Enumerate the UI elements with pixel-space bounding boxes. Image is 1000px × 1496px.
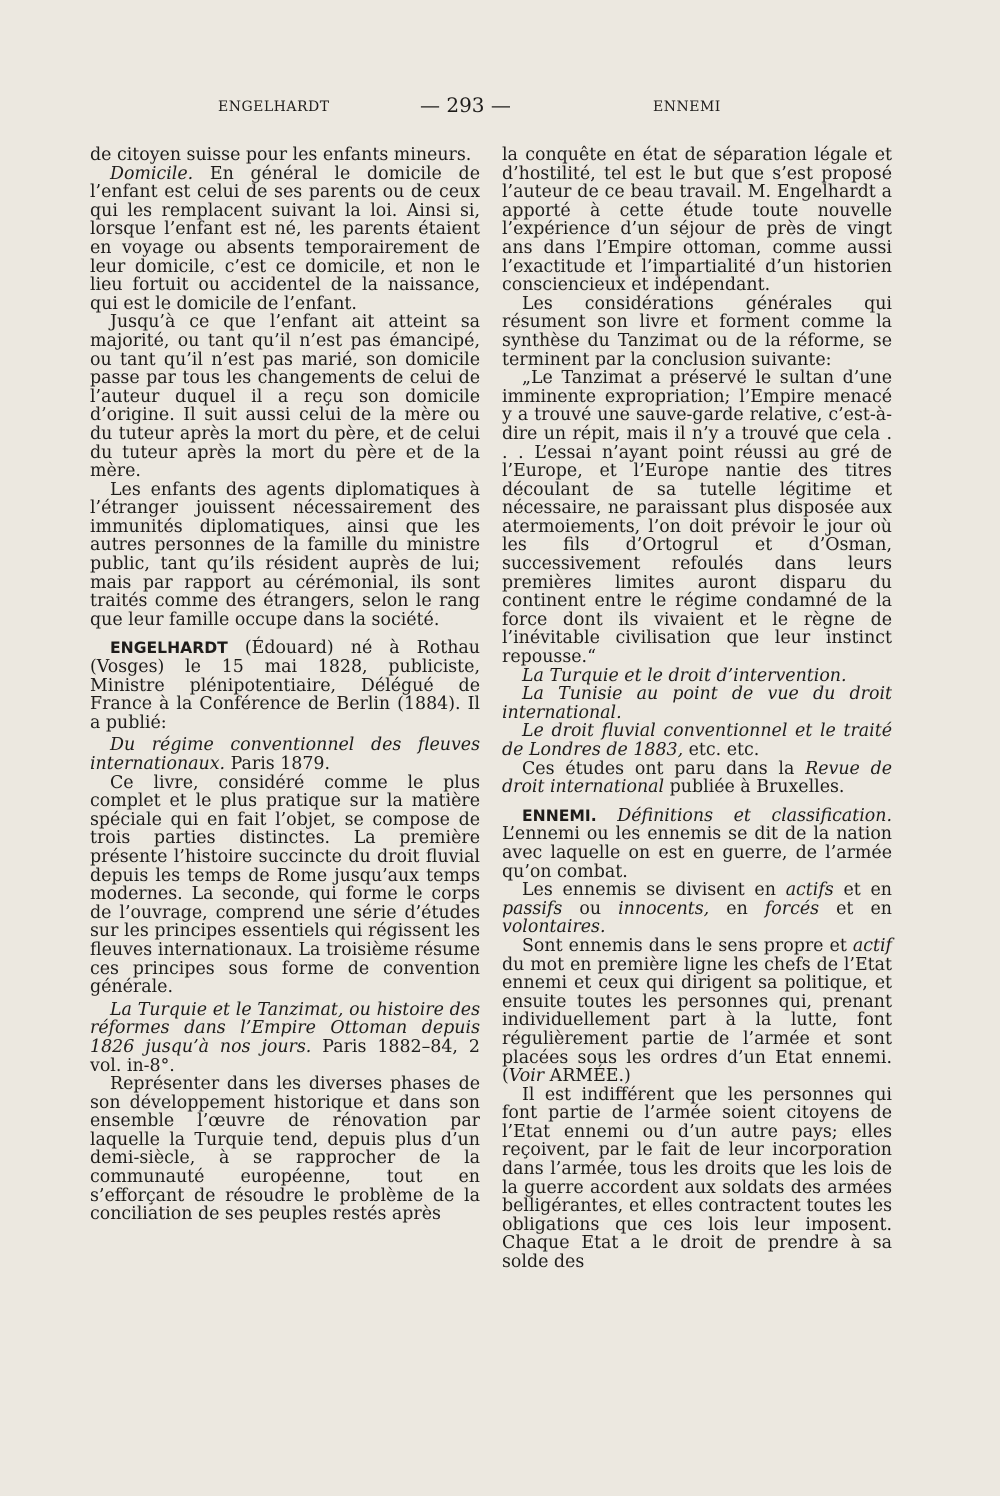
work-citation: La Tunisie au point de vue du droit international. [502, 684, 892, 723]
paragraph: Jusqu’à ce que l’enfant ait atteint sa majorité, ou tant qu’il n’est pas émancipé, ou tant qu’il n’est pas marié, son domicile passe par tous les changements de celui de l’auteur duquel il a reçu son domicile d’origine. Il suit aussi celui de la mère ou du tuteur après la mort du père, et de celui du tuteur après la mort du père et de la mère. [90, 312, 480, 482]
text-run: Les ennemis se divisent en [522, 880, 786, 901]
paragraph: de citoyen suisse pour les enfants mineurs. [90, 145, 472, 165]
text-run: Ces études ont paru dans la [522, 758, 806, 779]
entry-engelhardt [90, 639, 480, 732]
paragraph-domicile [90, 165, 480, 314]
italic-term: innocents, [618, 898, 710, 919]
header-right-term: ENNEMI [653, 99, 721, 115]
entry-subtitle: Définitions et classification. [596, 805, 892, 826]
work-title: Le droit fluvial conventionnel et le traité de Londres de 1883, [502, 721, 892, 760]
work-info: etc. etc. [683, 740, 760, 760]
journal-title: Revue de droit international [502, 758, 893, 798]
work-info: Paris 1879. [225, 754, 330, 774]
left-column [90, 146, 480, 1224]
paragraph: la conquête en état de séparation légale et d’hostilité, tel est le but que s’est proposé l’auteur de ce beau travail. M. Engelhardt a apporté à cette étude toute nouvelle l’expérience d’un séjour de près de vingt ans dans l’Empire ottoman, comme aussi l’exactitude et l’impartialité d’un historien consciencieux et indépendant. [502, 145, 892, 296]
italic-term: volontaires. [502, 917, 606, 938]
text-run: ) [624, 1066, 631, 1087]
italic-term: passifs [502, 898, 563, 919]
paragraph [502, 937, 892, 1086]
paragraph: Les enfants des agents diplomatiques à l’étranger jouissent nécessairement des immunités diplomatiques, ainsi que les autres personnes de la famille du ministre public, tant qu’ils résident auprès de lui; mais par rapport au cérémonial, ils sont traités comme des étrangers, selon le rang que leur famille occupe dans la société. [90, 479, 480, 630]
cross-reference-target: ARMÉE. [544, 1066, 625, 1087]
text-run: du mot en première ligne les chefs de l’Etat ennemi et ceux qui dirigent sa politique, et ensuite toutes les personnes qui, prenant individuellement part à la lutte, font régulièrement partie de l’armée et sont placées sous les ordres d’un Etat ennemi. ( [502, 954, 892, 1087]
paragraph: Ce livre, considéré comme le plus complet et le plus pratique sur la matière spéciale qui en fait l’objet, se compose de trois parties distinctes. La première présente l’histoire succincte du droit fluvial depuis les temps de Rome jusqu’aux temps modernes. La seconde, qui forme le corps de l’ouvrage, comprend une série d’études sur les principes essentiels qui régissent les fleuves internationaux. La troisième résume ces principes sous forme de convention générale. [90, 772, 480, 998]
italic-term: actif [852, 935, 892, 956]
header-left-term: ENGELHARDT [218, 99, 330, 115]
work-citation [90, 1001, 480, 1075]
paragraph: Il est indifférent que les personnes qui font partie de l’armée soient citoyens de l’Etat ennemi ou d’un autre pays; elles reçoivent, par le fait de leur incorporation dans l’armée, tous les droits que les lois de la guerre accordent aux soldats des armées belligérantes, et elles contractent toutes les obligations que ces lois leur imposent. Chaque Etat a le droit de prendre à sa solde des [502, 1084, 892, 1273]
work-title: Du régime conventionnel des fleuves internationaux. [90, 735, 480, 774]
entry-headword: ENGELHARDT [110, 639, 228, 658]
work-title: La Turquie et le Tanzimat, ou histoire des réformes dans l’Empire Ottoman depuis 1826 jusqu’à nos jours. [90, 999, 480, 1057]
right-column [502, 146, 892, 1272]
text-run: et en [819, 898, 892, 919]
italic-term: forcés [764, 898, 820, 919]
work-citation: La Turquie et le droit d’intervention. [522, 665, 847, 686]
section-label: Domicile. [110, 163, 194, 184]
paragraph [502, 760, 892, 797]
running-header [0, 93, 1000, 123]
entry-text: L’ennemi ou les ennemis se dit de la nation avec laquelle on est en guerre, de l’armée qu’on combat. [502, 824, 892, 882]
page-number: — 293 — [420, 93, 511, 117]
work-citation [90, 736, 480, 773]
cross-reference-label: Voir [508, 1066, 545, 1087]
work-citation [502, 722, 892, 759]
entry-text: (Édouard) né à Rothau (Vosges) le 15 mai 1828, publiciste, Ministre plénipotentiaire, Délégué de France à la Conférence de Berlin (1884). Il a publié: [90, 638, 480, 733]
text-run: en [709, 898, 765, 919]
paragraph [502, 881, 892, 937]
entry-ennemi [502, 807, 892, 881]
entry-headword: ENNEMI. [522, 806, 597, 825]
text-run: Sont ennemis dans le sens propre et [522, 935, 853, 956]
text-run: et en [833, 880, 892, 901]
paragraph-text: En général le domicile de l’enfant est celui de ses parents ou de ceux qui les remplacent suivant la loi. Ainsi si, lorsque l’enfant est né, les parents étaient en voyage ou absents temporairement de leur domicile, c’est ce domicile, et non le lieu fortuit ou accidentel de la naissance, qui est le domicile de l’enfant. [90, 163, 480, 314]
work-info: Paris 1882–84, 2 vol. in-8°. [90, 1036, 480, 1076]
italic-term: actifs [785, 880, 834, 901]
quotation: „Le Tanzimat a préservé le sultan d’une imminente expropriation; l’Empire menacé y a trouvé une sauve-garde relative, c’est-à-dire un répit, mais il n’y a trouvé que cela . . . L’essai n’ayant point réussi au gré de l’Europe, et l’Europe nantie des titres découlant de sa tutelle légitime et nécessaire, ne paraissant plus disposée aux atermoiements, l’on doit prévoir le jour où les fils d’Ortogrul et d’Osman, successivement refoulés dans leurs premières limites auront disparu du continent entre le régime condamné de la force dont ils vivaient et le règne de l’inévitable civilisation que leur instinct repousse.“ [502, 368, 892, 668]
paragraph: Les considérations générales qui résument son livre et forment comme la synthèse du Tanzimat ou de la réforme, se terminent par la conclusion suivante: [502, 293, 892, 370]
text-run: ou [562, 898, 619, 919]
text-run: publiée à Bruxelles. [664, 777, 845, 798]
paragraph: Représenter dans les diverses phases de son développement historique et dans son ensemble l’œuvre de rénovation par laquelle la Turquie tend, depuis plus d’un demi-siècle, à se rapprocher de la communauté européenne, tout en s’efforçant de résoudre le problème de la conciliation de ses peuples restés après [90, 1074, 480, 1225]
